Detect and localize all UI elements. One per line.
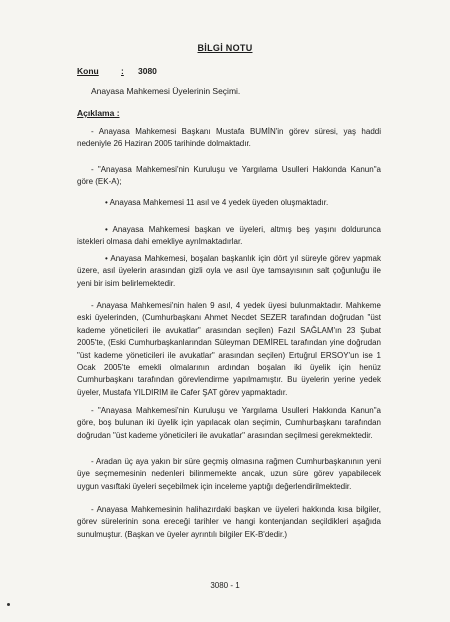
- paragraph-delay: - Aradan üç aya yakın bir süre geçmiş olmasına rağmen Cumhurbaşkanının yeni üye seçmemesinin nedenleri bilinmemekte ancak, uzun süre görev yapabilecek uygun vasıftaki üyeleri seçebilmek için inceleme yaptığı değerlendirilmektedir.: [77, 457, 381, 491]
- konu-text: Anayasa Mahkemesi Üyelerinin Seçimi.: [91, 86, 241, 96]
- paragraph-bullet-presidency: • Anayasa Mahkemesi, boşalan başkanlık için dört yıl süreyle görev yapmak üzere, asıl üyelerin arasından gizli oyla ve asıl üye tamsayısının salt çoğunluğu ile yeni bir isim belirlemektedir.: [77, 254, 381, 288]
- paragraph-summary: - Anayasa Mahkemesinin halihazırdaki başkan ve üyeleri hakkında kısa bilgiler, görev sürelerinin sona ereceği tarihler ve hangi kontenjandan seçildikleri aşağıda sunulmuştur. (Başkan ve üyeler ayrıntılı bilgiler EK-B'dedir.): [77, 505, 381, 539]
- paragraph-bullet-retirement: • Anayasa Mahkemesi başkan ve üyeleri, altmış beş yaşını doldurunca istekleri olmasa dahi emekliye ayrılmaktadırlar.: [77, 225, 381, 247]
- paragraph-bullet-members: • Anayasa Mahkemesi 11 asıl ve 4 yedek üyeden oluşmaktadır.: [105, 198, 329, 207]
- document-title: BİLGİ NOTU: [197, 43, 253, 53]
- paragraph-term-end: - Anayasa Mahkemesi Başkanı Mustafa BUMİN'in görev süresi, yaş haddi nedeniyle 26 Haziran 2005 tarihinde dolmaktadır.: [77, 127, 381, 149]
- konu-colon: :: [121, 66, 124, 76]
- page-number: 3080 - 1: [210, 581, 240, 590]
- paragraph-current-members: - Anayasa Mahkemesi'nin halen 9 asıl, 4 yedek üyesi bulunmaktadır. Mahkeme eski üyelerinden, (Cumhurbaşkanı Ahmet Necdet SEZER tarafından doğrudan "üst kademe yöneticileri ile avukatlar" arasından seçilen) Fazıl SAĞLAM'ın 23 Şubat 2005'te, (Eski Cumhurbaşkanlarından Süleyman DEMİREL tarafından yine doğrudan "üst kademe yöneticileri ile avukatlar" arasından seçilen) Ertuğrul ERSOY'un ise 1 Ocak 2005'te emekli olmalarının ardından boşalan iki üyelik için henüz Cumhurbaşkanı tarafından görevlendirme yapılmamıştır. Bu üyelerin yerine yedek üyeler, Mustafa YILDIRIM ile Cafer ŞAT görev yapmaktadır.: [77, 301, 381, 397]
- paragraph-election-rule: - "Anayasa Mahkemesi'nin Kuruluşu ve Yargılama Usulleri Hakkında Kanun"a göre, boş bulunan iki üyelik için yapılacak olan seçimin, Cumhurbaşkanı tarafından doğrudan "üst kademe yöneticileri ile avukatlar" arasından seçilmesi gerekmektedir.: [77, 406, 381, 440]
- paragraph-law-reference: - "Anayasa Mahkemesi'nin Kuruluşu ve Yargılama Usulleri Hakkında Kanun"a göre (EK-A);: [77, 165, 381, 187]
- scan-speck: [7, 603, 10, 606]
- aciklama-label: Açıklama :: [77, 108, 120, 118]
- konu-number: 3080: [138, 66, 157, 76]
- konu-label: Konu: [77, 66, 99, 76]
